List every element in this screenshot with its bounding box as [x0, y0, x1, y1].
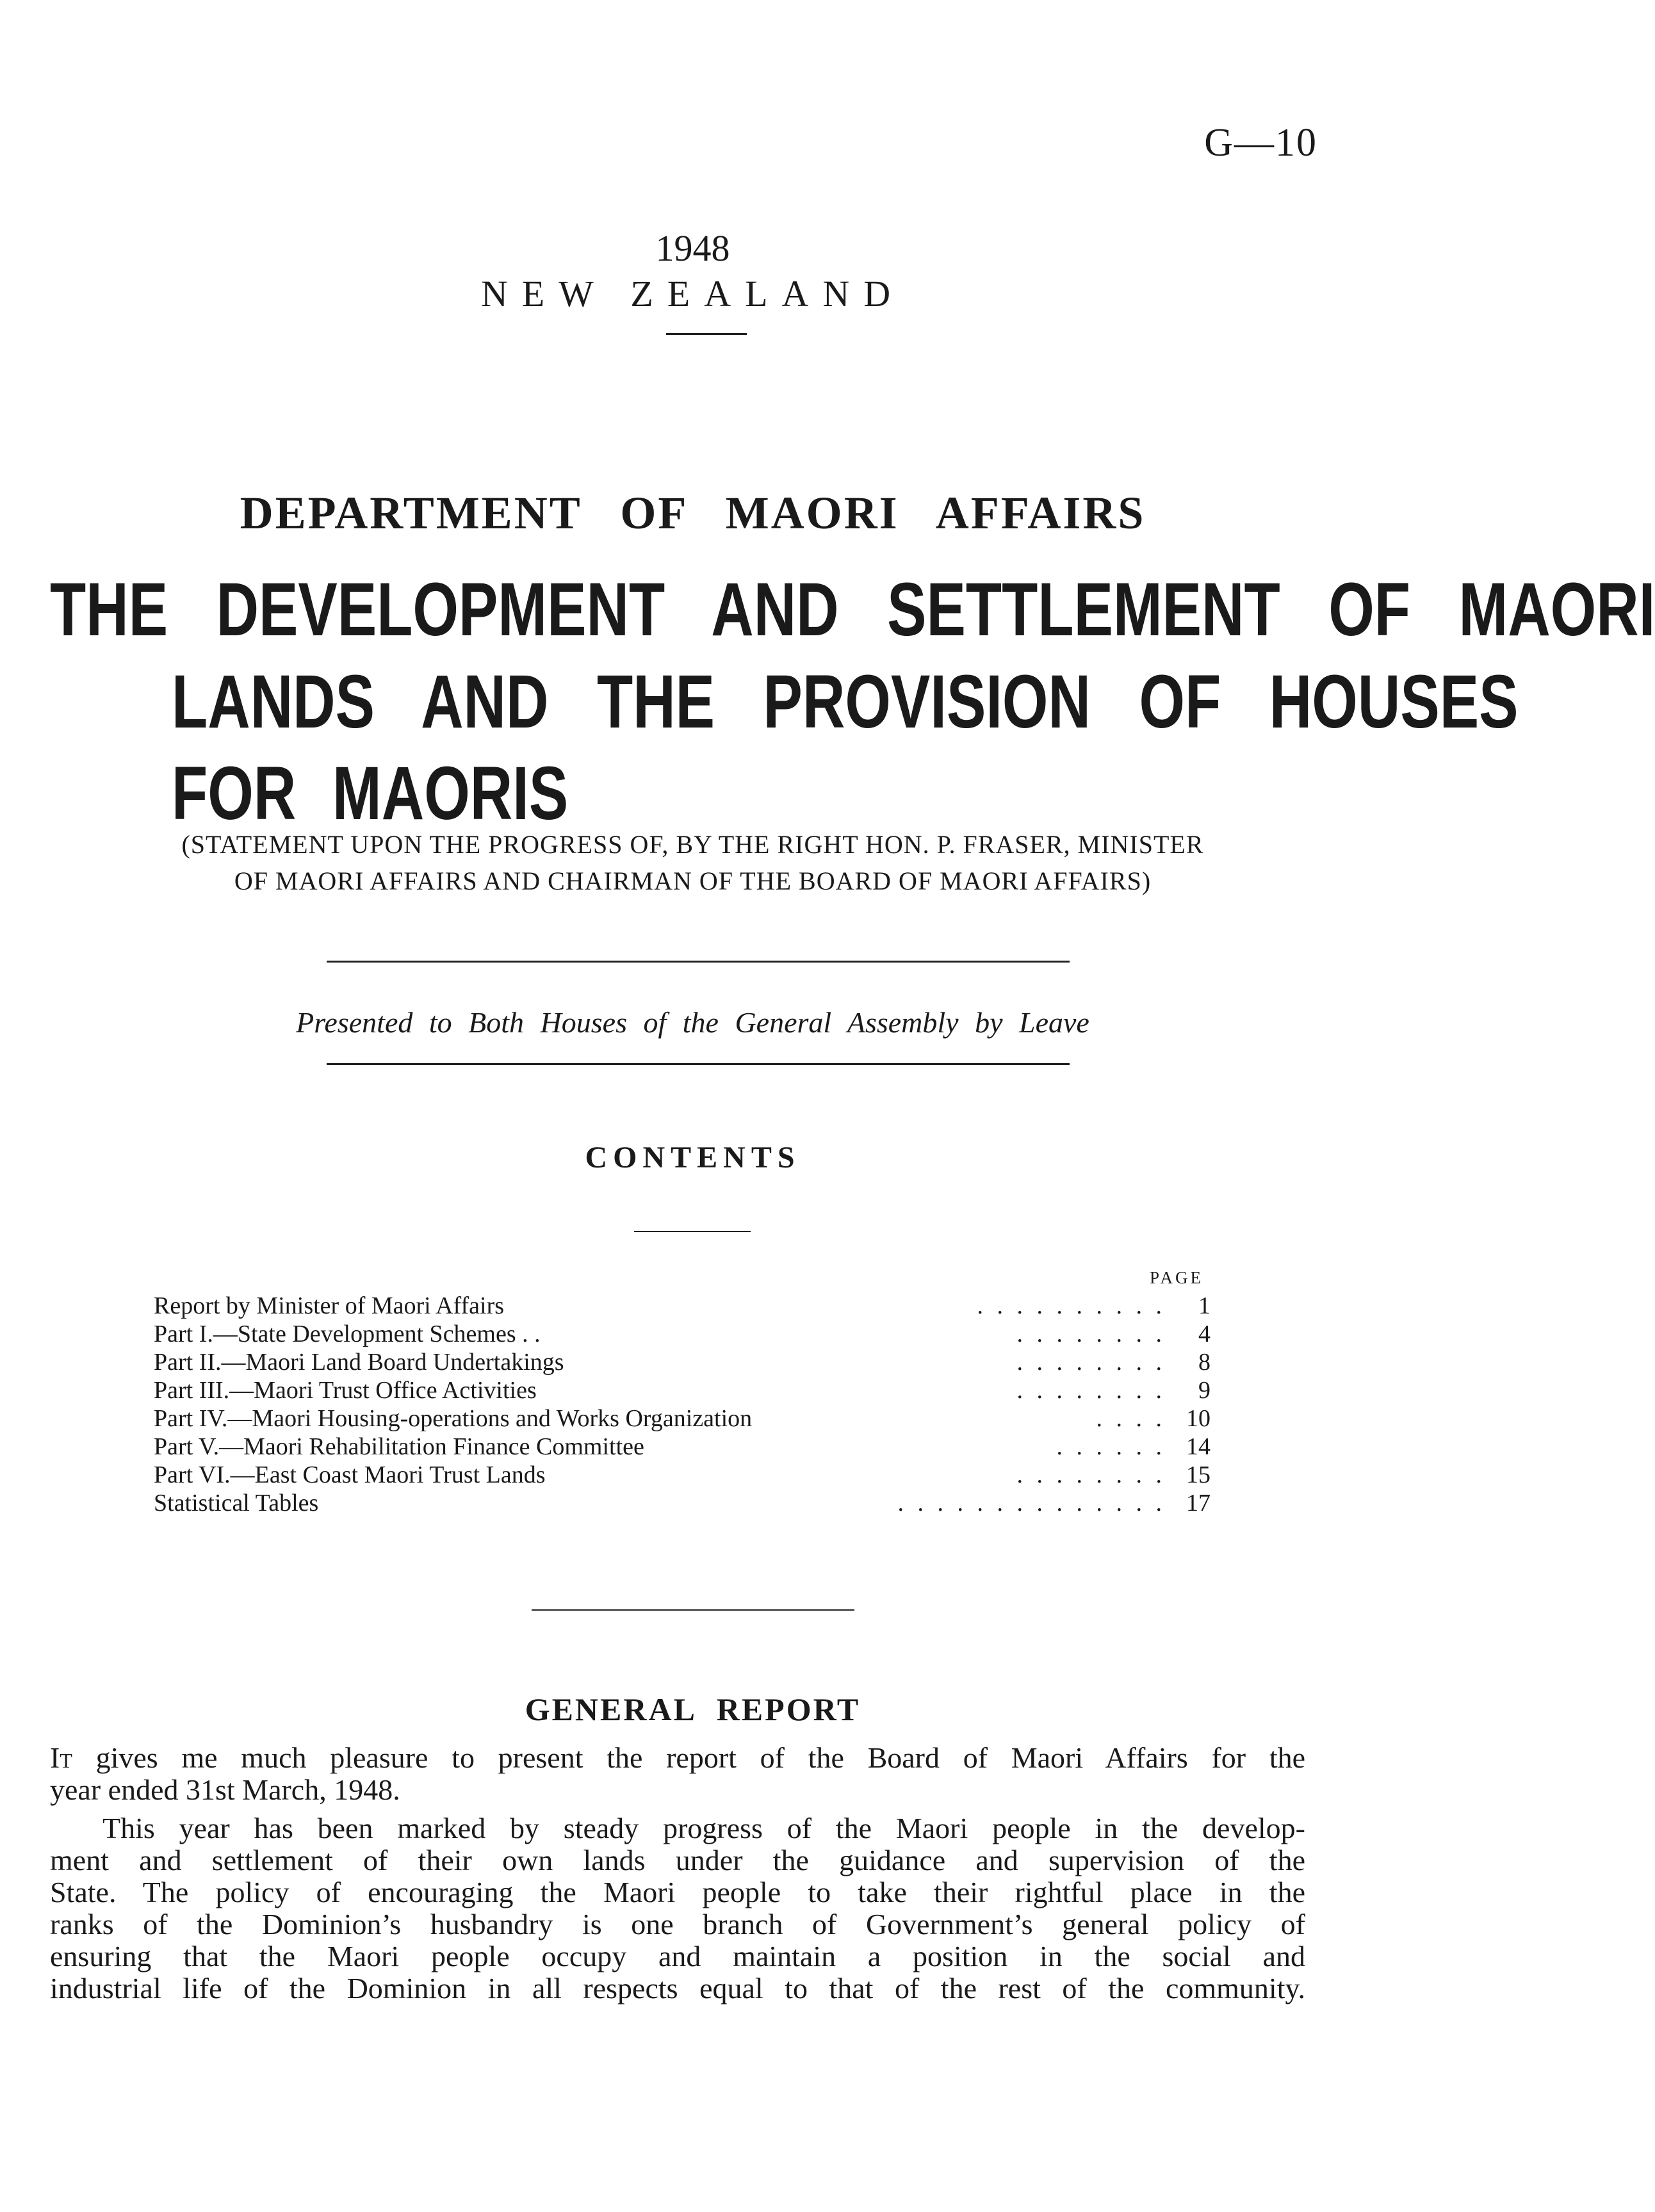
paragraph-2-line-3: State. The policy of encouraging the Maori people to take their rightful place in the: [50, 1876, 1305, 1908]
leader-dots: . . . . . .: [1056, 1433, 1166, 1460]
statement-line-2: OF MAORI AFFAIRS AND CHAIRMAN OF THE BOARD OF MAORI AFFAIRS): [234, 866, 1152, 895]
paragraph-2-line-5: ensuring that the Maori people occupy and maintain a position in the social and: [50, 1940, 1305, 1972]
toc-entry-title: Part II.—Maori Land Board Undertakings: [154, 1349, 564, 1376]
toc-entry-title: Part IV.—Maori Housing-operations and Works Organization: [154, 1405, 753, 1432]
toc-entry: [154, 1404, 1211, 1433]
title-line-2: LANDS AND THE PROVISION OF HOUSES: [172, 660, 1519, 744]
toc-entry: [154, 1461, 1211, 1489]
statement-line-1: (STATEMENT UPON THE PROGRESS OF, BY THE RIGHT HON. P. FRASER, MINISTER: [181, 830, 1204, 859]
country-heading: NEW ZEALAND: [480, 273, 905, 314]
toc-entry: [154, 1348, 1211, 1376]
leader-dots: . . . . . . . . . . . . . .: [897, 1490, 1166, 1517]
divider: [327, 961, 1070, 963]
toc-entry-page: 4: [1198, 1321, 1211, 1347]
paragraph-2-line-2: ment and settlement of their own lands under the guidance and supervision of the: [50, 1844, 1305, 1876]
toc-entry: [154, 1320, 1211, 1348]
toc-entry-page: 17: [1186, 1490, 1211, 1517]
leader-dots: . . . . . . . .: [1016, 1377, 1166, 1404]
toc-entry-page: 15: [1186, 1461, 1211, 1488]
title-line-3: FOR MAORIS: [172, 751, 569, 836]
toc-entry-title: Part VI.—East Coast Maori Trust Lands: [154, 1461, 546, 1488]
toc-entry-title: Report by Minister of Maori Affairs: [154, 1292, 505, 1319]
toc-entry: [154, 1292, 1211, 1320]
paragraph-1-line-1: [50, 1743, 1305, 1773]
toc-entry-page: 14: [1186, 1433, 1211, 1460]
paragraph-text: gives me much pleasure to present the report of the Board of Maori Affairs for the: [95, 1741, 1306, 1774]
toc-entry-page: 9: [1198, 1377, 1211, 1404]
department-heading: DEPARTMENT OF MAORI AFFAIRS: [240, 487, 1146, 539]
paragraph-2-line-6: industrial life of the Dominion in all respects equal to that of the rest of the community.: [50, 1972, 1305, 2005]
general-report-heading: GENERAL REPORT: [525, 1691, 861, 1727]
paragraph-1-line-2: year ended 31st March, 1948.: [50, 1773, 400, 1806]
document-reference: G—10: [1204, 121, 1317, 165]
title-line-1: THE DEVELOPMENT AND SETTLEMENT OF MAORI: [50, 567, 1655, 652]
divider: [327, 1063, 1070, 1065]
toc-entry-page: 8: [1198, 1349, 1211, 1376]
paragraph-2-line-1: This year has been marked by steady progress of the Maori people in the develop-: [102, 1812, 1305, 1844]
toc-entry-title: Statistical Tables: [154, 1490, 319, 1517]
report-year: 1948: [655, 227, 730, 269]
page-column-heading: PAGE: [1150, 1268, 1204, 1287]
paragraph-2-line-4: ranks of the Dominion’s husbandry is one branch of Government’s general policy of: [50, 1908, 1305, 1940]
toc-entry-title: Part V.—Maori Rehabilitation Finance Committee: [154, 1433, 644, 1460]
leader-dots: . . . . . . . . . .: [977, 1292, 1166, 1319]
paragraph-lead: It: [50, 1741, 72, 1774]
toc-entry: [154, 1376, 1211, 1404]
presented-line: Presented to Both Houses of the General Assembly by Leave: [296, 1006, 1089, 1039]
contents-heading: CONTENTS: [585, 1141, 801, 1175]
toc-entry-page: 10: [1186, 1405, 1211, 1432]
toc-entry-page: 1: [1198, 1292, 1211, 1319]
divider: [666, 333, 747, 335]
toc-entry-title: Part I.—State Development Schemes . .: [154, 1321, 541, 1347]
divider: [634, 1231, 751, 1232]
divider: [532, 1609, 854, 1611]
leader-dots: . . . .: [1096, 1405, 1166, 1432]
toc-entry: [154, 1433, 1211, 1461]
toc-entry-title: Part III.—Maori Trust Office Activities: [154, 1377, 537, 1404]
leader-dots: . . . . . . . .: [1016, 1349, 1166, 1376]
toc-entry: [154, 1489, 1211, 1517]
leader-dots: . . . . . . . .: [1016, 1461, 1166, 1488]
leader-dots: . . . . . . . .: [1016, 1321, 1166, 1347]
